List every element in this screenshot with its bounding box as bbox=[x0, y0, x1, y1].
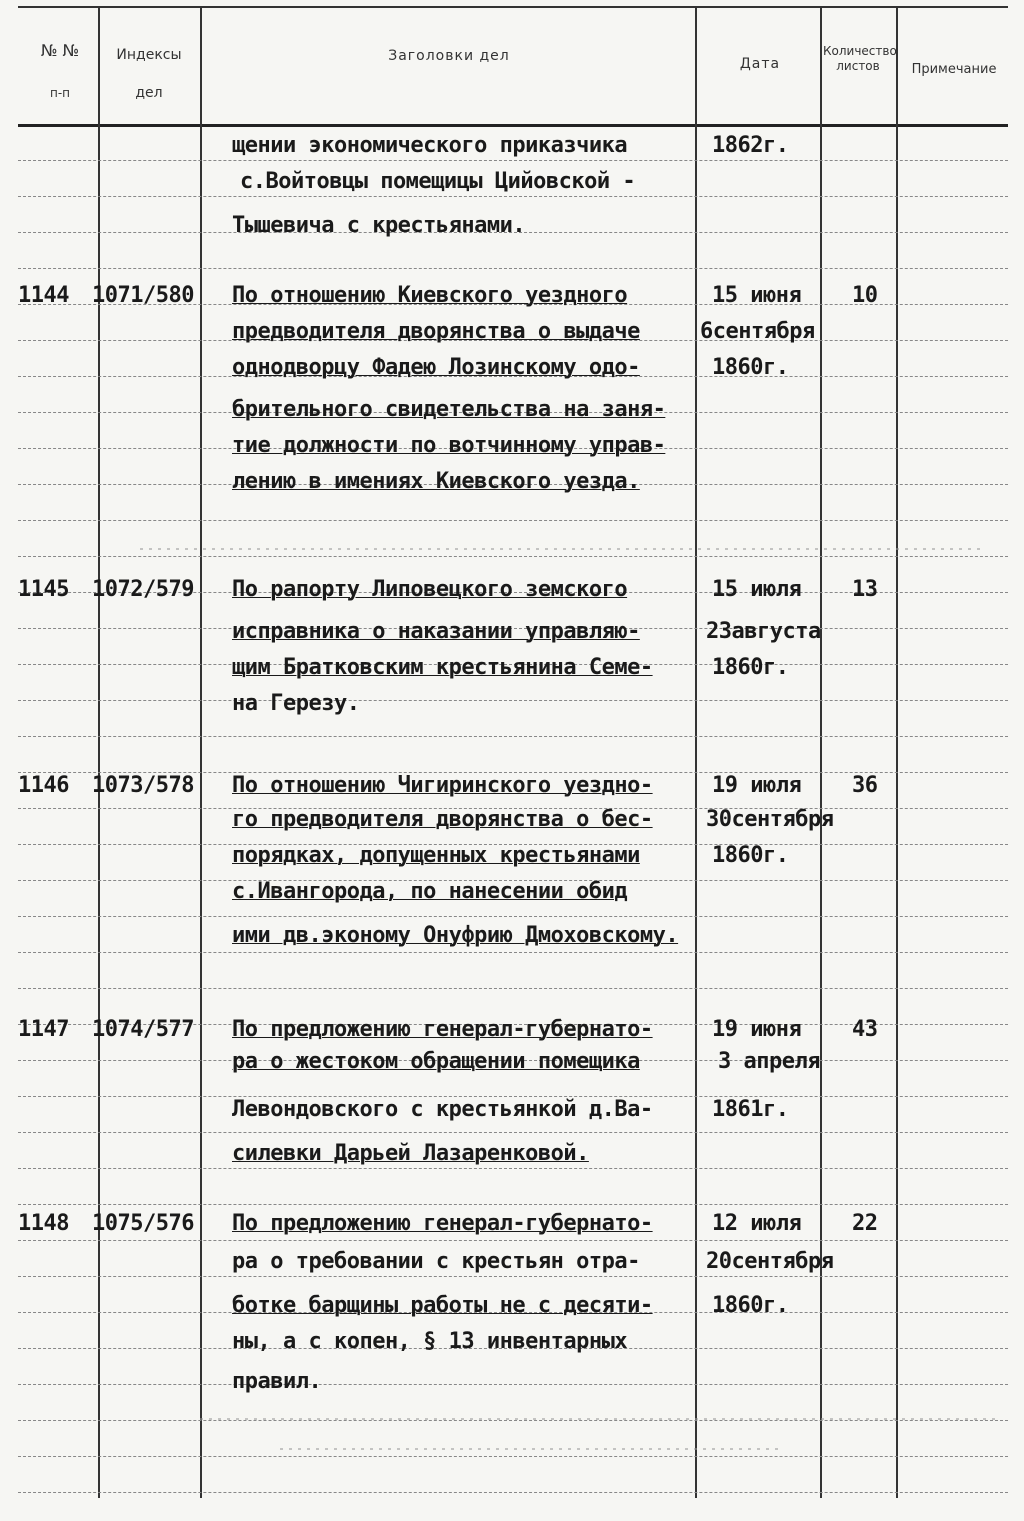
ledger-rule bbox=[18, 1492, 1008, 1493]
entry-date: 3 апреля bbox=[718, 1049, 820, 1074]
entry-title-line: с.Ивангорода, по нанесении обид bbox=[232, 879, 628, 904]
entry-date: 1860г. bbox=[712, 355, 789, 380]
entry-sheet-count: 22 bbox=[852, 1211, 878, 1236]
scan-artifact bbox=[200, 1418, 1000, 1420]
entry-date: 12 июля bbox=[712, 1211, 802, 1236]
ledger-rule bbox=[18, 916, 1008, 917]
entry-date: 1860г. bbox=[712, 1293, 789, 1318]
entry-title-line: тие должности по вотчинному управ- bbox=[232, 433, 666, 458]
ledger-rule bbox=[18, 520, 1008, 521]
entry-title-line: По отношению Чигиринского уездно- bbox=[232, 773, 653, 798]
scan-artifact bbox=[140, 548, 980, 550]
entry-title-line: По рапорту Липовецкого земского bbox=[232, 577, 628, 602]
entry-index: 1074/577 bbox=[92, 1017, 194, 1042]
ledger-rule bbox=[18, 952, 1008, 953]
entry-title-line: правил. bbox=[232, 1369, 322, 1394]
entry-index: 1073/578 bbox=[92, 773, 194, 798]
ledger-rule bbox=[18, 1204, 1008, 1205]
entry-title-line: силевки Дарьей Лазаренковой. bbox=[232, 1141, 589, 1166]
ledger-rule bbox=[18, 700, 1008, 701]
entry-index: 1072/579 bbox=[92, 577, 194, 602]
entry-index: 1071/580 bbox=[92, 283, 194, 308]
entry-number: 1144 bbox=[18, 283, 69, 308]
entry-title-line: По предложению генерал-губернато- bbox=[232, 1211, 653, 1236]
entry-title-line: Левондовского с крестьянкой д.Ва- bbox=[232, 1097, 653, 1122]
entry-title-line: щении экономического приказчика bbox=[232, 133, 628, 158]
scan-artifact bbox=[280, 1448, 780, 1450]
entry-date: 1860г. bbox=[712, 843, 789, 868]
entry-date: 30сентября bbox=[706, 807, 834, 832]
ledger-rule bbox=[18, 1276, 1008, 1277]
ledger-rule bbox=[18, 1456, 1008, 1457]
entry-title-line: порядках, допущенных крестьянами bbox=[232, 843, 640, 868]
entry-title-line: однодворцу Фадею Лозинскому одо- bbox=[232, 355, 640, 380]
entry-title-line: ра о требовании с крестьян отра- bbox=[232, 1249, 640, 1274]
ledger-rule bbox=[18, 196, 1008, 197]
entry-index: 1075/576 bbox=[92, 1211, 194, 1236]
entry-date: 6сентября bbox=[700, 319, 815, 344]
header-number: № № п-п bbox=[40, 41, 80, 100]
entry-number: 1148 bbox=[18, 1211, 69, 1236]
entry-date: 20сентября bbox=[706, 1249, 834, 1274]
entry-title-line: Тышевича с крестьянами. bbox=[232, 213, 526, 238]
ledger-rule bbox=[18, 736, 1008, 737]
entry-title-line: на Герезу. bbox=[232, 691, 360, 716]
entry-title-line: лению в имениях Киевского уезда. bbox=[232, 469, 640, 494]
header-bottom-rule bbox=[18, 124, 1008, 127]
entry-title-line: предводителя дворянства о выдаче bbox=[232, 319, 640, 344]
entry-date: 15 июля bbox=[712, 577, 802, 602]
entry-number: 1147 bbox=[18, 1017, 69, 1042]
ledger-rule bbox=[18, 988, 1008, 989]
entry-sheet-count: 36 bbox=[852, 773, 878, 798]
entry-title-line: брительного свидетельства на заня- bbox=[232, 397, 666, 422]
ledger-rule bbox=[18, 160, 1008, 161]
entry-title-line: го предводителя дворянства о бес- bbox=[232, 807, 653, 832]
entry-title-line: ими дв.экономy Онуфрию Дмоховскому. bbox=[232, 923, 679, 948]
entry-title-line: ны, а с копен, § 13 инвентарных bbox=[232, 1329, 628, 1354]
entry-title-line: ра о жестоком обращении помещика bbox=[232, 1049, 640, 1074]
entry-number: 1146 bbox=[18, 773, 69, 798]
header-sheet-count: Количество листов bbox=[823, 44, 897, 73]
entry-sheet-count: 10 bbox=[852, 283, 878, 308]
entry-date: 19 июля bbox=[712, 773, 802, 798]
entry-date: 23августа bbox=[706, 619, 821, 644]
entry-title-line: По отношению Киевского уездного bbox=[232, 283, 628, 308]
entry-title-line: щим Братковским крестьянина Семе- bbox=[232, 655, 653, 680]
entry-date: 19 июня bbox=[712, 1017, 802, 1042]
entry-title-line: ботке барщины работы не с десяти- bbox=[232, 1293, 653, 1318]
entry-date: 15 июня bbox=[712, 283, 802, 308]
header-note: Примечание bbox=[911, 62, 997, 77]
header-title: Заголовки дел bbox=[388, 48, 510, 64]
ledger-rule bbox=[18, 1168, 1008, 1169]
entry-date: 1860г. bbox=[712, 655, 789, 680]
entry-date: 1862г. bbox=[712, 133, 789, 158]
ledger-rule bbox=[18, 268, 1008, 269]
entry-title-line: По предложению генерал-губернато- bbox=[232, 1017, 653, 1042]
entry-title-line: исправника о наказании управляю- bbox=[232, 619, 640, 644]
entry-sheet-count: 43 bbox=[852, 1017, 878, 1042]
table-top-rule bbox=[18, 6, 1008, 8]
entry-sheet-count: 13 bbox=[852, 577, 878, 602]
entry-title-line: с.Войтовцы помещицы Цийовской - bbox=[240, 169, 636, 194]
header-index: Индексы дел bbox=[116, 47, 182, 101]
ledger-rule bbox=[18, 1240, 1008, 1241]
ledger-rule bbox=[18, 1132, 1008, 1133]
entry-number: 1145 bbox=[18, 577, 69, 602]
ledger-rule bbox=[18, 1420, 1008, 1421]
header-date: Дата bbox=[739, 56, 781, 72]
ledger-rule bbox=[18, 1384, 1008, 1385]
entry-date: 1861г. bbox=[712, 1097, 789, 1122]
ledger-rule bbox=[18, 556, 1008, 557]
